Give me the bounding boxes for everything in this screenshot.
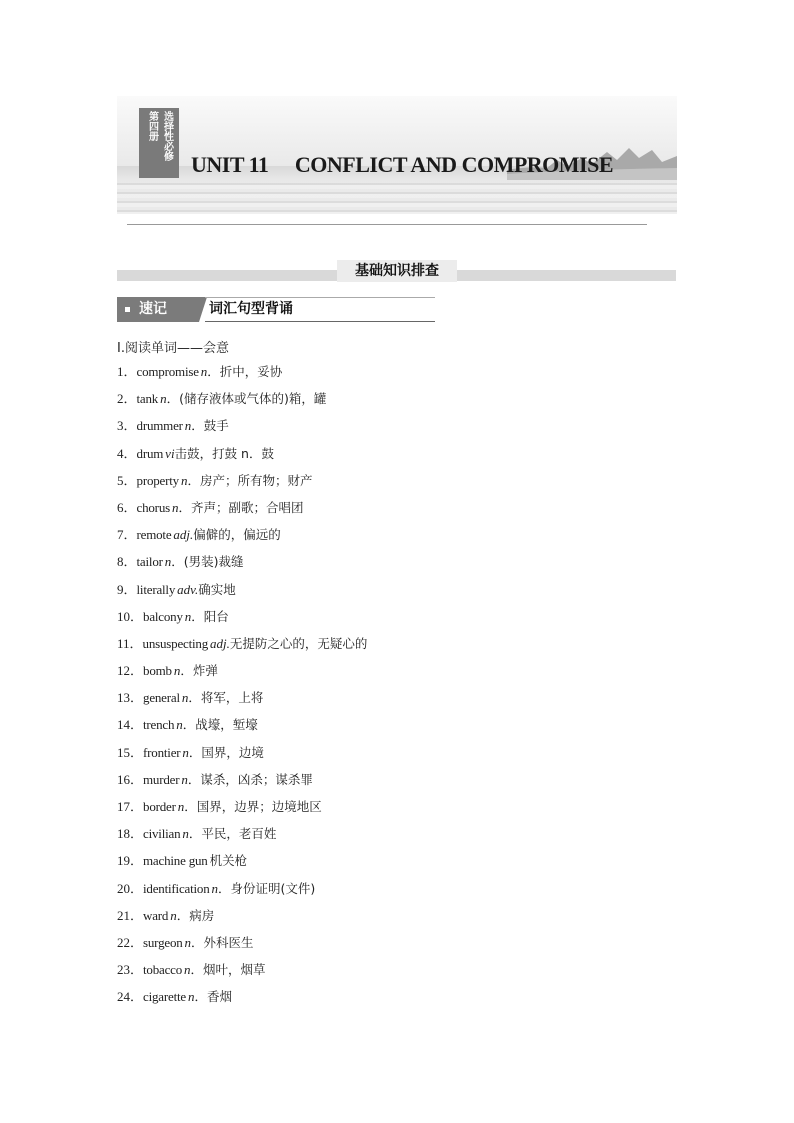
vocab-word: civilian — [143, 826, 181, 842]
vocab-part-of-speech: n — [170, 907, 177, 923]
list-item — [117, 444, 677, 471]
subheading — [117, 297, 435, 322]
list-item — [117, 525, 677, 552]
vocab-meaning: ．平民，老百姓 — [188, 826, 277, 842]
vocab-word: unsuspecting — [142, 635, 209, 651]
list-item — [117, 498, 677, 525]
vocab-part-of-speech: n — [176, 717, 183, 733]
vocab-number: 14． — [117, 717, 144, 733]
vocab-meaning: ．战壕，堑壕 — [182, 717, 258, 733]
list-item — [117, 607, 677, 634]
vocab-number: 18． — [117, 826, 144, 842]
list-item — [117, 770, 677, 797]
vocab-meaning: 确实地 — [198, 581, 236, 597]
vocab-meaning: ．身份证明(文件) — [218, 880, 316, 896]
vocab-number: 24． — [117, 989, 144, 1005]
list-item — [117, 906, 677, 933]
vocab-number: 13． — [117, 690, 144, 706]
vocab-meaning: ．病房 — [176, 907, 215, 923]
unit-title: UNIT 11 CONFLICT AND COMPROMISE — [191, 152, 614, 177]
subheading-top-rule — [205, 297, 435, 298]
vocab-word: drummer — [136, 418, 183, 434]
vocab-meaning: 无提防之心的，无疑心的 — [229, 635, 368, 651]
square-bullet-icon — [125, 307, 130, 312]
vocab-word: murder — [143, 771, 180, 787]
vocab-part-of-speech: adj. — [210, 635, 230, 651]
list-item — [117, 416, 677, 443]
vocab-part-of-speech: n — [181, 771, 188, 787]
vocab-number: 22． — [117, 934, 144, 950]
vocab-part-of-speech: adv. — [177, 581, 199, 597]
vocab-number: 2． — [117, 391, 137, 407]
vocab-meaning: ．外科医生 — [191, 934, 254, 950]
vocab-number: 23． — [117, 962, 144, 978]
vocab-meaning: ．折中，妥协 — [207, 364, 283, 379]
vocab-part-of-speech: n — [180, 472, 188, 488]
vocab-word: tailor — [136, 554, 163, 570]
vocab-meaning: 机关枪 — [209, 853, 248, 869]
list-item — [117, 471, 677, 498]
vocab-word: general — [143, 690, 180, 706]
vocab-number: 8． — [117, 554, 137, 570]
vocab-meaning: ．阳台 — [191, 608, 229, 624]
vocab-number: 3． — [117, 418, 137, 434]
vocab-number: 20． — [117, 880, 144, 896]
vocab-word: ward — [143, 907, 169, 923]
vocab-part-of-speech: n — [177, 799, 185, 814]
book-tag-series: 选择性必修 — [161, 111, 173, 161]
vocab-number: 19． — [117, 853, 144, 869]
vocab-number: 1． — [117, 364, 137, 379]
vocab-part-of-speech: n — [184, 962, 191, 978]
subheading-title: 词汇句型背诵 — [209, 301, 293, 317]
subheading-tag-text: 速记 — [139, 301, 167, 317]
vocab-meaning: ．香烟 — [194, 989, 232, 1005]
vocab-number: 4． — [117, 445, 137, 461]
vocab-word: literally — [136, 581, 176, 597]
subheading-title-box — [209, 299, 435, 320]
list-item — [117, 552, 677, 579]
vocab-meaning: ．房产；所有物；财产 — [187, 472, 313, 488]
list-item — [117, 824, 677, 851]
vocab-word: remote — [136, 527, 172, 543]
vocab-meaning: ．国界，边界；边境地区 — [184, 799, 322, 814]
vocab-part-of-speech: n — [182, 744, 189, 760]
vocab-number: 9． — [117, 581, 137, 597]
vocab-word: compromise — [136, 364, 199, 379]
vocab-part-of-speech: n — [184, 934, 192, 950]
section-title: 基础知识排查 — [337, 260, 457, 282]
list-item — [117, 715, 677, 742]
vocab-number: 5． — [117, 472, 137, 488]
vocab-number: 6． — [117, 499, 137, 515]
vocab-number: 21． — [117, 907, 144, 923]
list-item — [117, 743, 677, 770]
vocab-list — [117, 362, 677, 1015]
vocab-word: balcony — [143, 608, 183, 624]
vocab-word: border — [143, 799, 176, 814]
vocab-word: tank — [136, 391, 159, 407]
vocab-meaning: ．将军，上将 — [188, 690, 264, 706]
list-item — [117, 634, 677, 661]
list-item — [117, 688, 677, 715]
vocab-word: bomb — [143, 663, 172, 679]
vocab-number: 15． — [117, 744, 144, 760]
vocab-part-of-speech: n — [171, 499, 179, 515]
vocab-part-of-speech: n — [184, 608, 192, 624]
vocab-number: 16． — [117, 771, 144, 787]
subheading-bottom-rule — [205, 321, 435, 322]
vocab-word: identification — [143, 880, 210, 896]
vocab-number: 7． — [117, 527, 137, 543]
vocab-meaning: ．鼓手 — [191, 418, 229, 434]
vocab-number: 12． — [117, 663, 144, 679]
vocab-meaning: ．(储存液体或气体的)箱，罐 — [166, 391, 327, 407]
vocab-part-of-speech: n — [184, 418, 192, 434]
list-item — [117, 851, 677, 878]
list-item — [117, 960, 677, 987]
subheading-tag-slant — [199, 297, 207, 322]
list-item — [117, 661, 677, 688]
vocab-meaning: ．谋杀，凶杀；谋杀罪 — [187, 771, 313, 787]
vocab-part-of-speech: n — [200, 364, 208, 379]
list-item — [117, 933, 677, 960]
vocab-number: 11． — [117, 635, 143, 651]
vocab-word: property — [136, 472, 179, 488]
vocab-part-of-speech: n — [182, 826, 189, 842]
list-item — [117, 389, 677, 416]
vocab-part-of-speech: vi — [165, 445, 175, 461]
list-item — [117, 362, 677, 389]
vocab-part-of-speech: n — [181, 690, 189, 706]
list-item — [117, 879, 677, 906]
banner-shore — [117, 180, 677, 214]
vocab-meaning: ．齐声；副歌；合唱团 — [178, 499, 304, 515]
vocab-word: chorus — [136, 499, 170, 515]
subheading-tag — [117, 297, 199, 322]
vocab-part-of-speech: n — [173, 663, 181, 679]
vocab-meaning: ．炸弹 — [180, 663, 218, 679]
vocab-part-of-speech: n — [187, 989, 195, 1005]
vocab-part-of-speech: adj. — [173, 527, 194, 543]
list-heading: Ⅰ.阅读单词——会意 — [117, 341, 229, 356]
vocab-word: frontier — [143, 744, 181, 760]
vocab-word: drum — [136, 445, 164, 461]
vocab-part-of-speech: n — [211, 880, 219, 896]
book-tag-volume: 第四册 — [146, 111, 158, 141]
vocab-part-of-speech: n — [160, 391, 167, 407]
book-volume-tag — [139, 108, 179, 178]
vocab-number: 17． — [117, 799, 144, 814]
vocab-meaning: 击鼓，打鼓 n．鼓 — [174, 445, 274, 461]
vocab-part-of-speech: n — [164, 554, 172, 570]
vocab-word: surgeon — [143, 934, 183, 950]
vocab-meaning: 偏僻的，偏远的 — [193, 527, 281, 543]
vocab-meaning: ．烟叶，烟草 — [190, 962, 266, 978]
vocab-word: trench — [143, 717, 175, 733]
list-item — [117, 987, 677, 1014]
list-item — [117, 580, 677, 607]
vocab-word: machine gun — [143, 853, 208, 869]
list-item — [117, 797, 677, 824]
vocab-word: cigarette — [143, 989, 186, 1005]
vocab-word: tobacco — [143, 962, 183, 978]
vocab-meaning: ．国界，边境 — [188, 744, 264, 760]
banner-divider — [127, 224, 647, 225]
vocab-meaning: ．(男装)裁缝 — [171, 554, 244, 570]
vocab-number: 10． — [117, 608, 144, 624]
